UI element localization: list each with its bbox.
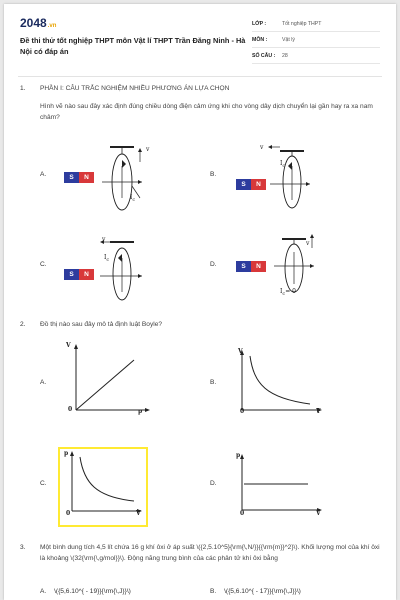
meta-value: 28	[282, 52, 288, 59]
q2-option-c-label[interactable]: C.	[40, 480, 47, 487]
current-label	[130, 194, 135, 203]
q1-option-c-label[interactable]: C.	[40, 261, 47, 268]
document-title: Đề thi thử tốt nghiệp THPT môn Vật lí THPT Trần Đăng Ninh - Hà Nội có đáp án	[20, 36, 246, 56]
logo-text: 2048	[20, 16, 47, 30]
meta-value: Tốt nghiệp THPT	[282, 20, 322, 27]
question-2-text: Đồ thị nào sau đây mô tả định luật Boyle?	[40, 321, 163, 328]
meta-key: LỚP :	[252, 20, 267, 27]
section-number: 1.	[20, 85, 26, 92]
option-label: A.	[40, 588, 47, 595]
current-symbol: I	[280, 160, 283, 167]
q3-option-a[interactable]	[40, 588, 131, 595]
current-zero-label	[280, 288, 296, 297]
q1-option-b-label[interactable]: B.	[210, 171, 217, 178]
header-divider	[18, 76, 382, 77]
y-axis-label: V	[66, 342, 71, 349]
q2-option-a-label[interactable]: A.	[40, 379, 47, 386]
section-title: PHẦN I: CÂU TRẮC NGHIỆM NHIỀU PHƯƠNG ÁN LỰA CHỌN	[40, 85, 230, 92]
bar-magnet	[236, 261, 266, 272]
velocity-label: v	[260, 144, 264, 151]
meta-row-count	[252, 48, 380, 64]
x-axis-label: V	[316, 510, 321, 517]
logo-suffix: .vn	[47, 23, 57, 29]
coil-diagram-d	[270, 230, 330, 300]
q3-option-b[interactable]	[210, 588, 301, 595]
document-meta	[252, 16, 380, 64]
question-2-number: 2.	[20, 321, 26, 328]
origin-label: 0	[240, 510, 245, 517]
y-axis-label: p	[236, 452, 241, 459]
y-axis-label: p	[64, 450, 69, 457]
coil-diagram-a	[100, 144, 160, 214]
current-subscript: c	[282, 163, 286, 170]
question-1-text: Hình vẽ nào sau đây xác định đúng chiều dòng điện cảm ứng khi cho vòng dây dịch chuyển lại gần hay ra xa nam châm?	[40, 103, 373, 121]
velocity-label: v	[102, 236, 106, 243]
current-subscript: c	[132, 197, 136, 204]
question-3-number: 3.	[20, 544, 26, 551]
current-symbol: I	[104, 254, 107, 261]
meta-value: Vật lý	[282, 36, 295, 43]
origin-label: 0	[240, 408, 245, 415]
coil-diagram-b	[266, 144, 326, 214]
origin-label: 0	[66, 510, 71, 517]
option-label: B.	[210, 588, 217, 595]
q2-option-d-label[interactable]: D.	[210, 480, 217, 487]
site-logo[interactable]	[20, 16, 56, 30]
question-3-text: Một bình dung tích 4,5 lít chứa 16 g khí ôxi ở áp suất \({2,5.10^5}{\rm{\,N/}}{{\rm{m}}^2}\). Khối lượng mol của khí ôxi là khoảng \(32{\rm{\,g/mol}}\). Động năng trung bình của các phân tử khí ôxi bằng	[40, 544, 380, 562]
y-axis-label: V	[238, 348, 243, 355]
current-subscript: c	[106, 257, 110, 264]
current-symbol: I	[130, 194, 133, 201]
magnet-south-pole: S	[236, 261, 251, 272]
magnet-north-pole: N	[79, 269, 94, 280]
document-header	[4, 4, 396, 72]
velocity-label: v	[146, 146, 150, 153]
current-zero-value: = 0	[285, 288, 296, 295]
bar-magnet	[64, 172, 94, 183]
option-value: \({5,6.10^{ - 19}}{\rm{\,J}}\)	[54, 588, 131, 595]
option-value: \({5,6.10^{ - 17}}{\rm{\,J}}\)	[224, 588, 301, 595]
origin-label: 0	[68, 406, 73, 413]
current-label	[104, 254, 109, 263]
magnet-north-pole: N	[79, 172, 94, 183]
magnet-south-pole: S	[236, 179, 251, 190]
x-axis-label: p	[138, 408, 143, 415]
magnet-north-pole: N	[251, 179, 266, 190]
q1-option-d-label[interactable]: D.	[210, 261, 217, 268]
graph-b	[232, 348, 328, 424]
current-label	[280, 160, 285, 169]
meta-row-subject	[252, 32, 380, 48]
x-axis-label: T	[316, 408, 321, 415]
magnet-north-pole: N	[251, 261, 266, 272]
bar-magnet	[236, 179, 266, 190]
graph-c	[60, 449, 146, 525]
meta-key: MÔN :	[252, 36, 268, 43]
q2-option-b-label[interactable]: B.	[210, 379, 217, 386]
graph-d	[232, 452, 328, 526]
magnet-south-pole: S	[64, 269, 79, 280]
x-axis-label: V	[136, 510, 141, 517]
document-page	[4, 4, 396, 600]
current-subscript: c	[282, 291, 286, 298]
meta-row-class	[252, 16, 380, 32]
velocity-label: v	[306, 240, 310, 247]
magnet-south-pole: S	[64, 172, 79, 183]
q1-option-a-label[interactable]: A.	[40, 171, 47, 178]
bar-magnet	[64, 269, 94, 280]
meta-key: SỐ CÂU :	[252, 52, 276, 59]
current-symbol: I	[280, 288, 283, 295]
